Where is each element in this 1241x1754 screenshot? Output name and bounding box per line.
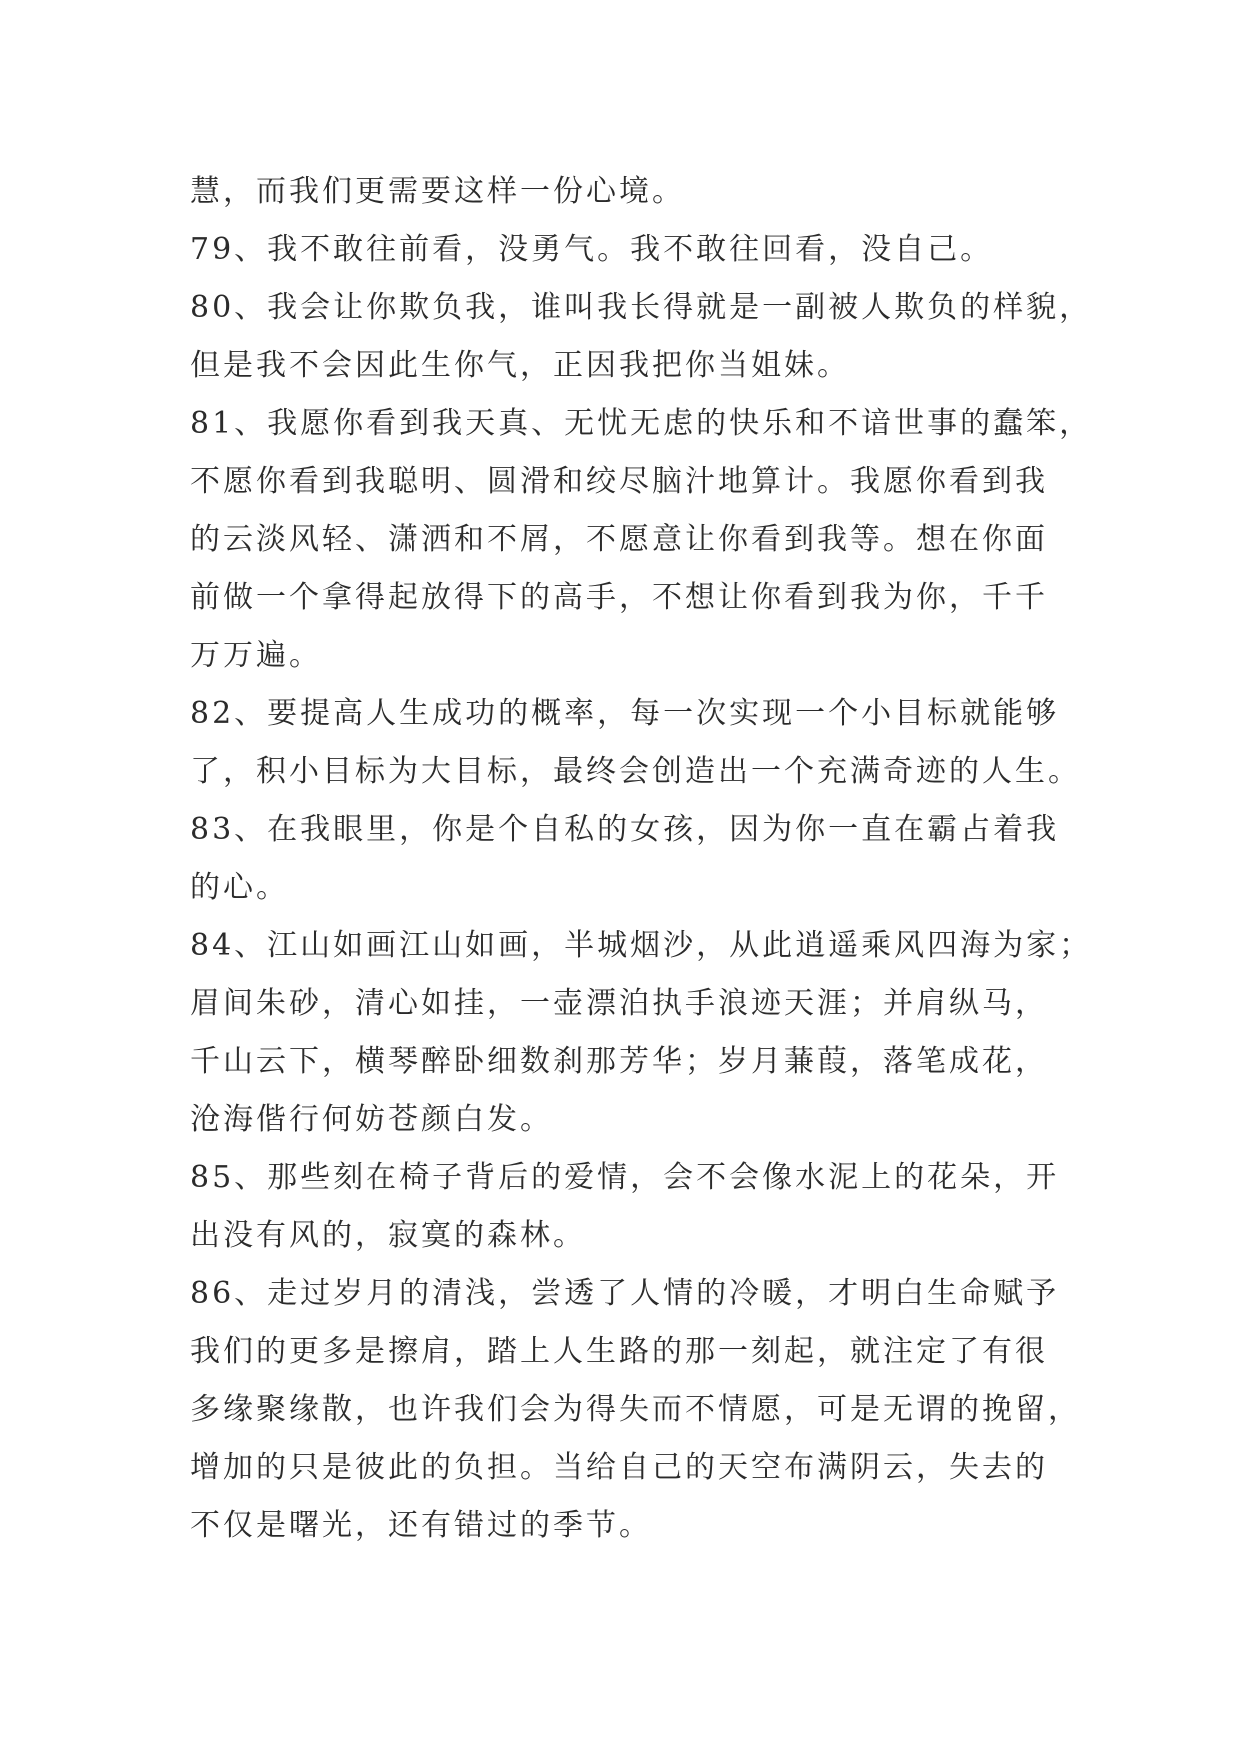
paragraph-81 xyxy=(190,395,1093,685)
text-line: 83、在我眼里，你是个自私的女孩，因为你一直在霸占着我 xyxy=(190,812,1060,847)
paragraph-78-continuation xyxy=(190,163,1050,221)
text-line: 的云淡风轻、潇洒和不屑，不愿意让你看到我等。想在你面 xyxy=(190,522,1048,557)
text-line: 不愿你看到我聪明、圆滑和绞尽脑汁地算计。我愿你看到我 xyxy=(190,464,1048,499)
text-line: 增加的只是彼此的负担。当给自己的天空布满阴云，失去的 xyxy=(190,1450,1048,1485)
text-line: 但是我不会因此生你气，正因我把你当姐妹。 xyxy=(190,348,850,383)
text-line: 慧，而我们更需要这样一份心境。 xyxy=(190,174,685,209)
text-line: 84、江山如画江山如画，半城烟沙，从此逍遥乘风四海为家； xyxy=(190,928,1093,963)
text-line: 多缘聚缘散，也许我们会为得失而不情愿，可是无谓的挽留， xyxy=(190,1392,1081,1427)
paragraph-80 xyxy=(190,279,1093,395)
paragraph-86 xyxy=(190,1265,1081,1555)
text-line: 不仅是曙光，还有错过的季节。 xyxy=(190,1508,652,1543)
text-line: 79、我不敢往前看，没勇气。我不敢往回看，没自己。 xyxy=(190,232,994,267)
paragraph-83 xyxy=(190,801,1060,917)
document-body xyxy=(190,163,1093,1555)
paragraph-82 xyxy=(190,685,1081,801)
text-line: 千山云下，横琴醉卧细数刹那芳华；岁月蒹葭，落笔成花， xyxy=(190,1044,1048,1079)
text-line: 的心。 xyxy=(190,870,289,905)
text-line: 86、走过岁月的清浅，尝透了人情的冷暖，才明白生命赋予 xyxy=(190,1276,1060,1311)
text-line: 81、我愿你看到我天真、无忧无虑的快乐和不谙世事的蠢笨， xyxy=(190,406,1093,441)
text-line: 眉间朱砂，清心如挂，一壶漂泊执手浪迹天涯；并肩纵马， xyxy=(190,986,1048,1021)
text-line: 我们的更多是擦肩，踏上人生路的那一刻起，就注定了有很 xyxy=(190,1334,1048,1369)
paragraph-85 xyxy=(190,1149,1060,1265)
paragraph-84 xyxy=(190,917,1093,1149)
text-line: 出没有风的，寂寞的森林。 xyxy=(190,1218,586,1253)
text-line: 85、那些刻在椅子背后的爱情，会不会像水泥上的花朵，开 xyxy=(190,1160,1060,1195)
text-line: 82、要提高人生成功的概率，每一次实现一个小目标就能够 xyxy=(190,696,1060,731)
text-line: 沧海偕行何妨苍颜白发。 xyxy=(190,1102,553,1137)
text-line: 了，积小目标为大目标，最终会创造出一个充满奇迹的人生。 xyxy=(190,754,1081,789)
text-line: 80、我会让你欺负我，谁叫我长得就是一副被人欺负的样貌， xyxy=(190,290,1093,325)
paragraph-79 xyxy=(190,221,1050,279)
text-line: 前做一个拿得起放得下的高手，不想让你看到我为你，千千 xyxy=(190,580,1048,615)
text-line: 万万遍。 xyxy=(190,638,322,673)
